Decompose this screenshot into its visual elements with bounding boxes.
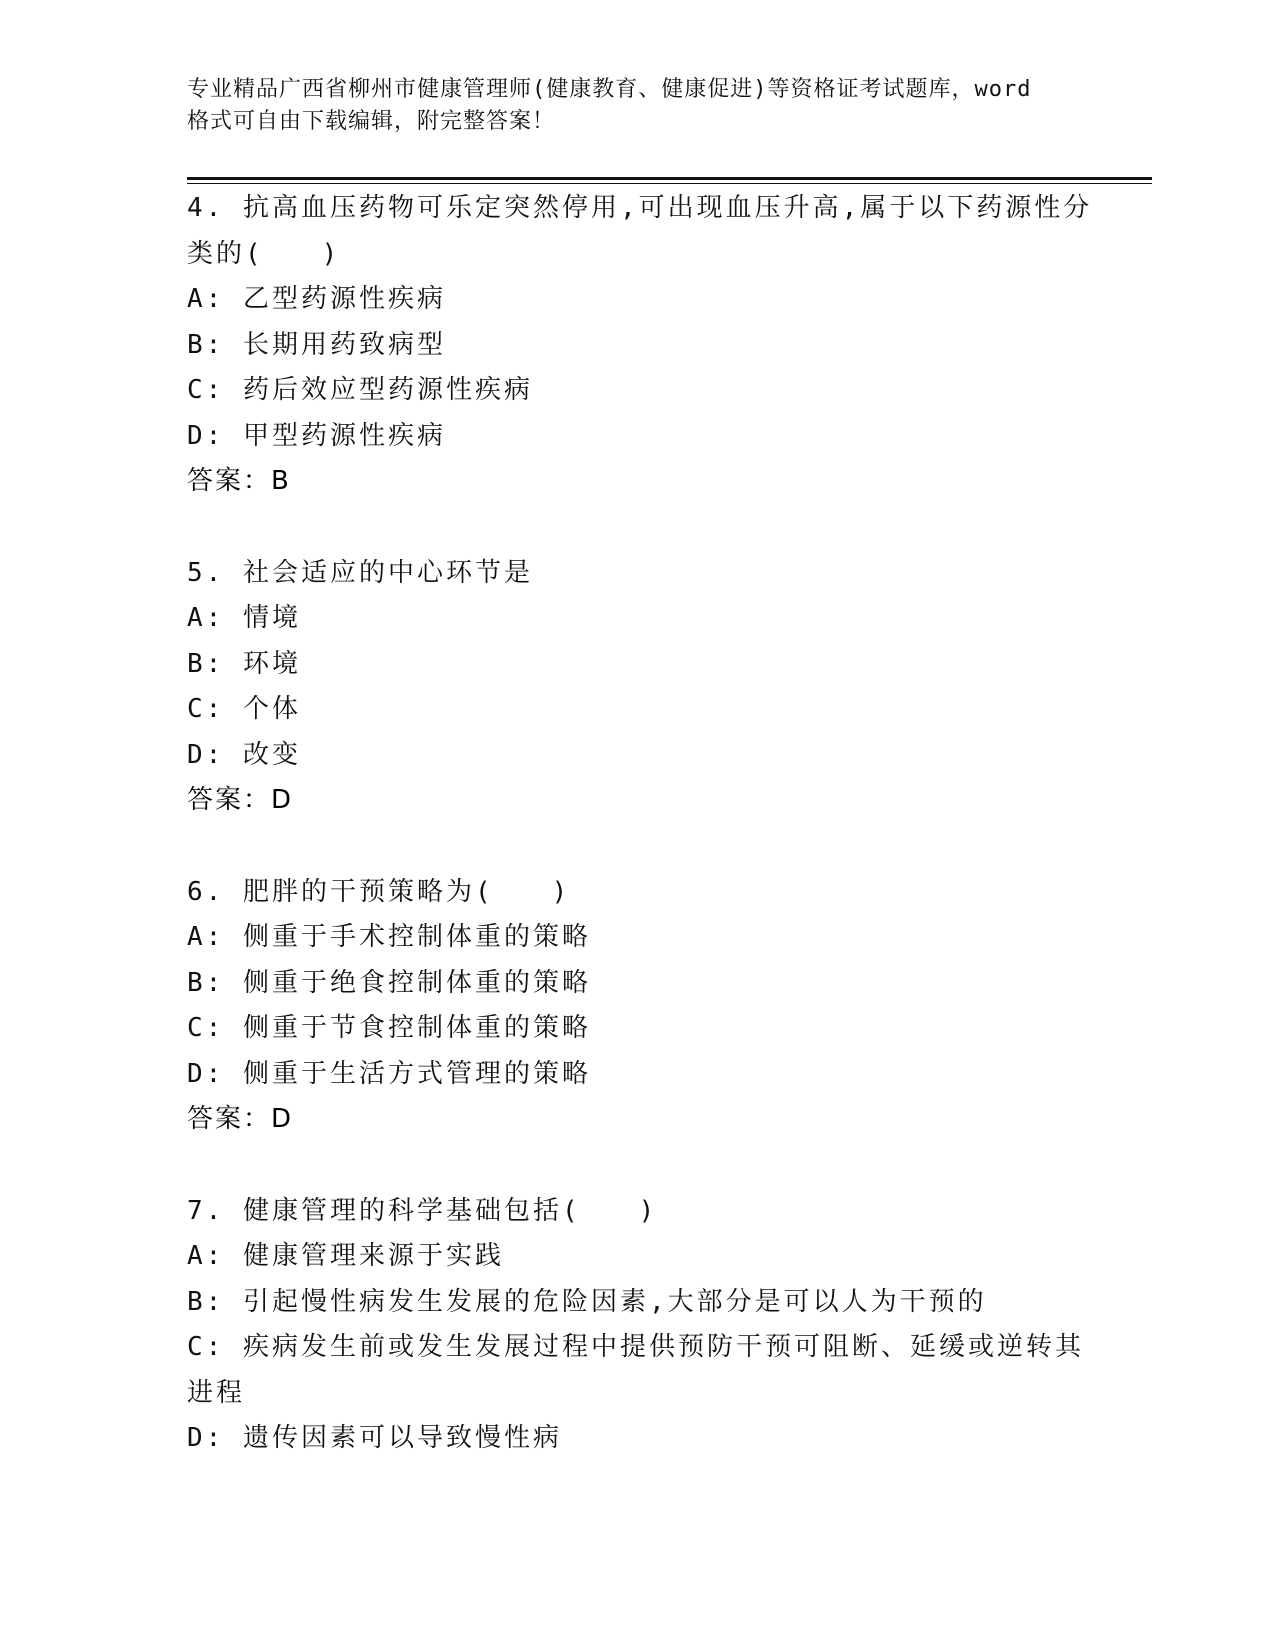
answer-line: 答案：B [187,466,291,496]
question-7 [187,1189,1127,1462]
option-d: D: 甲型药源性疾病 [187,420,446,451]
option-a: A: 侧重于手术控制体重的策略 [187,922,591,952]
option-c: C: 药后效应型药源性疾病 [187,375,533,405]
question-5 [187,551,1127,824]
answer-line: 答案：D [187,785,294,815]
option-c: C: 侧重于节食控制体重的策略 [187,1013,591,1043]
option-d: D: 侧重于生活方式管理的策略 [187,1058,591,1089]
header-divider-thin [187,183,1152,184]
header-line-1: 专业精品广西省柳州市健康管理师(健康教育、健康促进)等资格证考试题库，word [187,77,1032,102]
question-stem: 6. 肥胖的干预策略为( ) [187,876,571,907]
question-4 [187,186,1127,505]
option-b: B: 长期用药致病型 [187,329,446,360]
header-divider-thick [187,177,1152,180]
option-b: B: 侧重于绝食控制体重的策略 [187,967,591,998]
option-c: C: 个体 [187,694,301,724]
option-b: B: 引起慢性病发生发展的危险因素,大部分是可以人为干预的 [187,1286,987,1317]
option-d: D: 遗传因素可以导致慢性病 [187,1423,562,1453]
question-stem: 类的( ) [187,238,341,269]
header-line-2: 格式可自由下载编辑，附完整答案！ [187,109,556,134]
option-a: A: 健康管理来源于实践 [187,1241,504,1271]
answer-line: 答案：D [187,1104,294,1134]
option-a: A: 乙型药源性疾病 [187,284,446,314]
document-header [187,74,1087,138]
question-stem: 5. 社会适应的中心环节是 [187,557,533,588]
option-d: D: 改变 [187,739,301,770]
question-list [187,186,1127,1508]
question-stem: 7. 健康管理的科学基础包括( ) [187,1195,658,1226]
option-b: B: 环境 [187,648,301,679]
question-6 [187,870,1127,1143]
option-a: A: 情境 [187,603,301,633]
question-stem: 4. 抗高血压药物可乐定突然停用,可出现血压升高,属于以下药源性分 [187,193,1093,223]
option-c: C: 疾病发生前或发生发展过程中提供预防干预可阻断、延缓或逆转其 [187,1332,1084,1362]
option-c-continued: 进程 [187,1377,246,1408]
